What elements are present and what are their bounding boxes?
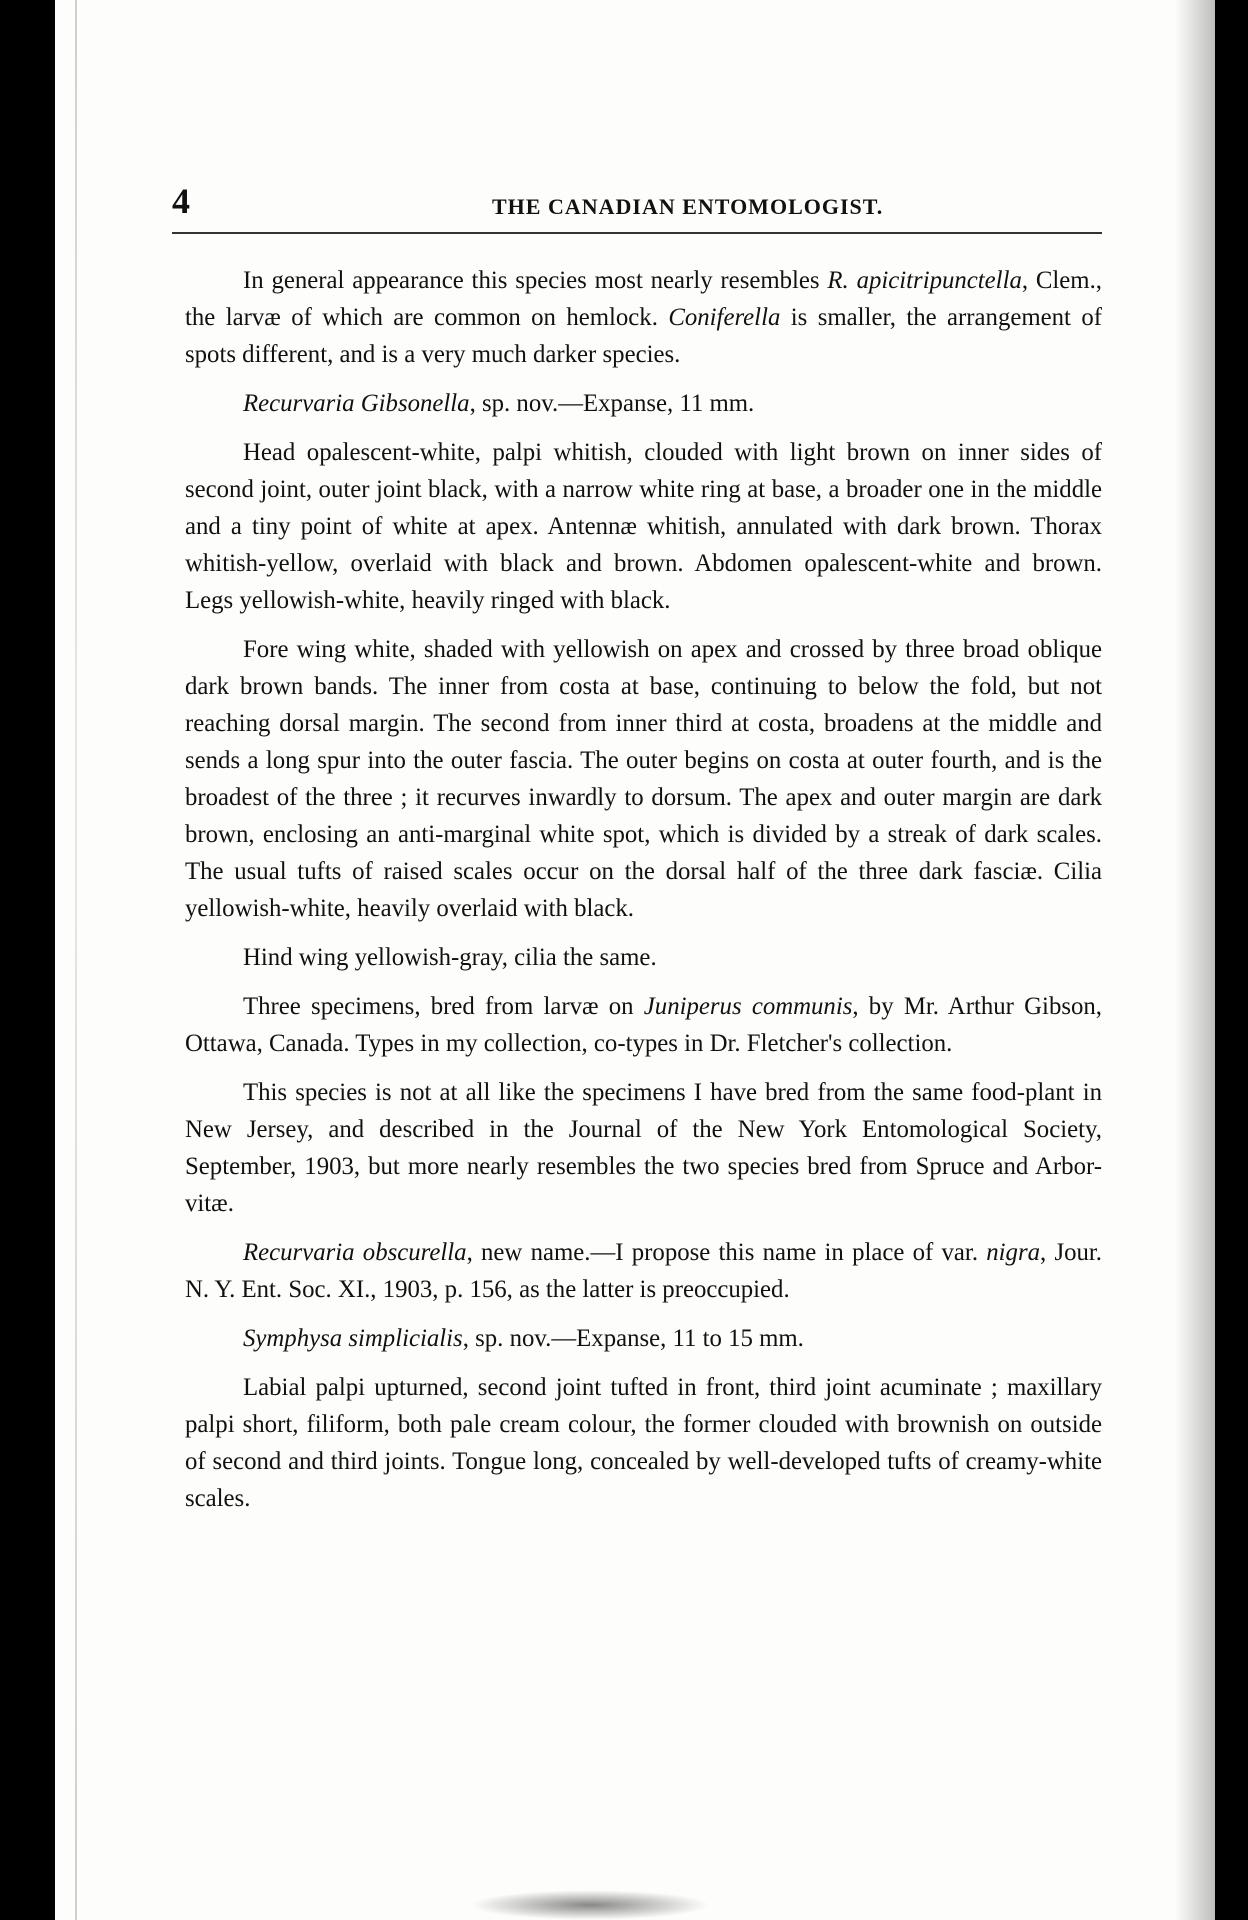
paragraph-fore-wing: Fore wing white, shaded with yellowish on apex and crossed by three broad oblique dark brown bands. The inner from costa at base, continuing to below the fold, but not reaching dorsal margin. The second from inner third at costa, broadens at the middle and sends a long spur into the outer fascia. The outer begins on costa at outer fourth, and is the broadest of the three ; it recurves inwardly to dorsum. The apex and outer margin are dark brown, enclosing an anti-marginal white spot, which is divided by a streak of dark scales. The usual tufts of raised scales occur on the dorsal half of the three dark fasciæ. Cilia yellowish-white, heavily overlaid with black.: [185, 636, 1102, 922]
text-run: In general appearance this species most nearly resembles: [243, 267, 828, 294]
page-shadow: [1175, 0, 1215, 1920]
italic-species-name: R. apicitripunctella: [827, 267, 1022, 294]
text-run: , sp. nov.—Expanse, 11 to 15 mm.: [462, 1325, 804, 1352]
italic-species-name: Juniperus communis: [643, 993, 853, 1020]
paragraph-specimens: [185, 988, 1102, 1062]
scan-smudge: [470, 1890, 710, 1920]
italic-species-name: Symphysa simplicialis: [243, 1325, 463, 1352]
text-run: is smaller, the arrangement of spots different, and is a very much darker species.: [185, 304, 1102, 368]
page-header: [172, 180, 1159, 230]
species-heading-simplicialis: [185, 1320, 1102, 1357]
book-page: [55, 0, 1215, 1920]
body-text: [185, 262, 1102, 1529]
italic-species-name: nigra: [986, 1239, 1041, 1266]
paragraph-head-description: Head opalescent-white, palpi whitish, clouded with light brown on inner sides of second joint, outer joint black, with a narrow white ring at base, a broader one in the middle and a tiny point of white at apex. Antennæ whitish, annulated with dark brown. Thorax whitish-yellow, overlaid with black and brown. Abdomen opalescent-white and brown. Legs yellowish-white, heavily ringed with black.: [185, 439, 1102, 614]
text-run: , by Mr. Arthur Gibson, Ottawa, Canada. Types in my collection, co-types in Dr. Fletcher's collection.: [185, 993, 1102, 1057]
page-number: 4: [172, 181, 190, 221]
gutter-edge: [75, 0, 77, 1920]
running-head: THE CANADIAN ENTOMOLOGIST.: [492, 194, 884, 219]
italic-species-name: Recurvaria Gibsonella: [243, 390, 470, 417]
italic-species-name: Coniferella: [668, 304, 781, 331]
species-heading-gibsonella: [185, 385, 1102, 422]
paragraph-labial-palpi: Labial palpi upturned, second joint tufted in front, third joint acuminate ; maxillary palpi short, filiform, both pale cream colour, the former clouded with brownish on outside of second and third joints. Tongue long, concealed by well-developed tufts of creamy-white scales.: [185, 1374, 1102, 1512]
species-heading-obscurella: [185, 1234, 1102, 1308]
text-run: , sp. nov.—Expanse, 11 mm.: [469, 390, 755, 417]
paragraph-comparison-nj: This species is not at all like the specimens I have bred from the same food-plant in New Jersey, and described in the Journal of the New York Entomological Society, September, 1903, but more nearly resembles the two species bred from Spruce and Arbor-vitæ.: [185, 1079, 1102, 1217]
text-run: , Clem., the larvæ of which are common on hemlock.: [185, 267, 1102, 331]
paragraph-comparison: [185, 262, 1102, 373]
text-run: , new name.—I propose this name in place of var.: [466, 1239, 987, 1266]
header-rule: [172, 232, 1102, 234]
paragraph-hind-wing: Hind wing yellowish-gray, cilia the same.: [243, 944, 657, 971]
italic-species-name: Recurvaria obscurella: [243, 1239, 467, 1266]
text-run: , Jour. N. Y. Ent. Soc. XI., 1903, p. 156, as the latter is preoccupied.: [185, 1239, 1102, 1303]
text-run: Three specimens, bred from larvæ on: [243, 993, 644, 1020]
